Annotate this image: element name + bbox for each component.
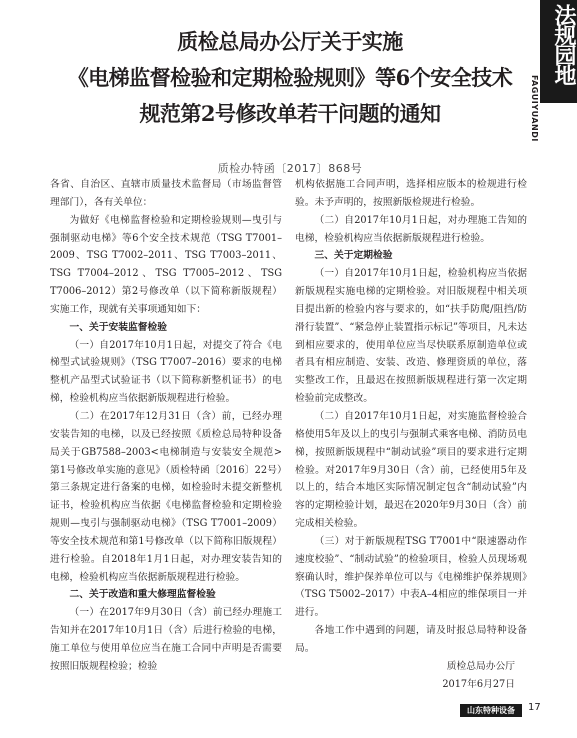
section-title: 法规园地 xyxy=(551,4,576,84)
article-title-line-3: 规范第2号修改单若干问题的通知 xyxy=(139,101,441,126)
paragraph: （二）自2017年10月1日起，对办理施工告知的电梯，检验机构应当依据新版规程进行检验。 xyxy=(295,214,527,244)
section-heading: 二、关于改造和重大修理监督检验 xyxy=(69,589,216,601)
section-heading: 三、关于定期检验 xyxy=(314,250,393,262)
paragraph: （二）在2017年12月31日（含）前，已经办理安装告知的电梯，以及已经按照《质检总局特种设备局关于GB7588–2003<电梯制造与安装安全规范>第1号修改单实施的意见》（质检特函〔2016〕22号）第三条规定进行备案的电梯，如检验时未提交新整机证书，检验机构应当依据《电梯监督检验和定期检验规则—曳引与强制驱动电梯》（TSG T7001–2009）等安全技术规范和第1号修改单（以下简称旧版规程）进行检验。自2018年1月1日起，对办理安装告知的电梯，检验机构应当依据新版规程进行检验。 xyxy=(50,410,282,583)
article-title-line-2: 《电梯监督检验和定期检验规则》等6个安全技术 xyxy=(67,65,513,90)
section-heading: 一、关于安装监督检验 xyxy=(69,321,167,333)
paragraph: （一）在2017年9月30日（含）前已经办理施工告知并在2017年10月1日（含）后进行检验的电梯，施工单位与使用单位应当在施工合同中声明是否需要按照旧版规程检验；检验 xyxy=(50,607,282,672)
section-title-english: FAGUIYUANDI xyxy=(530,75,539,142)
signature-line: 2017年6月27日 xyxy=(442,678,515,690)
paragraph: （三）对于新版规程TSG T7001中“限速器动作速度校验”、“制动试验”的检验项目，检验人员现场观察确认时，维护保养单位可以与《电梯维护保养规则》（TSG T5002–2017）中表A–4相应的维保项目一并进行。 xyxy=(295,535,527,619)
document-number: 质检办特函〔2017〕868号 xyxy=(217,162,363,175)
article-title-line-1: 质检总局办公厅关于实施 xyxy=(177,29,403,54)
paragraph: （二）自2017年10月1日起，对实施监督检验合格使用5年及以上的曳引与强制式乘客电梯、消防员电梯，按照新版规程中“制动试验”项目的要求进行定期检验。对2017年9月30日（含）前，已经使用5年及以上的，结合本地区实际情况制定包含“制动试验”内容的定期检验计划，最迟在2020年9月30日（含）前完成相关检验。 xyxy=(295,410,527,530)
magazine-name: 山东特种设备 xyxy=(460,704,522,717)
paragraph: 各地工作中遇到的问题，请及时报总局特种设备局。 xyxy=(295,625,527,654)
paragraph: （一）自2017年10月1日起，对提交了符合《电梯型式试验规则》（TSG T7007–2016）要求的电梯整机产品型式试验证书（以下简称新整机证书）的电梯，检验机构应当依据新版规程进行检验。 xyxy=(50,339,282,405)
left-column xyxy=(50,176,282,676)
signature-line: 质检总局办公厅 xyxy=(446,660,515,672)
paragraph: 各省、自治区、直辖市质量技术监督局（市场监督管理部门），各有关单位： xyxy=(50,179,282,208)
paragraph: 机构依据施工合同声明，选择相应版本的检规进行检验。未予声明的，按照新版检规进行检验。 xyxy=(295,179,527,208)
page-number: 17 xyxy=(528,702,541,713)
right-column xyxy=(295,176,527,693)
paragraph: （一）自2017年10月1日起，检验机构应当依据新版规程实施电梯的定期检验。对旧版规程中相关项目提出新的检验内容与要求的，如“扶手防爬/阻挡/防滑行装置”、“紧急停止装置指示标记”等项目，凡未达到相应要求的，使用单位应当尽快联系原制造单位或者具有相应制造、安装、改造、修理资质的单位，落实整改工作，且最迟在按照新版规程进行第一次定期检验前完成整改。 xyxy=(295,268,527,405)
paragraph: 为做好《电梯监督检验和定期检验规则—曳引与强制驱动电梯》等6个安全技术规范（TSG T7001–2009、TSG T7002–2011、TSG T7003–2011、TSG T7004–2012、TSG T7005–2012、TSG T7006–2012）第2号修改单（以下简称新版规程）实施工作，现就有关事项通知如下： xyxy=(50,214,282,315)
